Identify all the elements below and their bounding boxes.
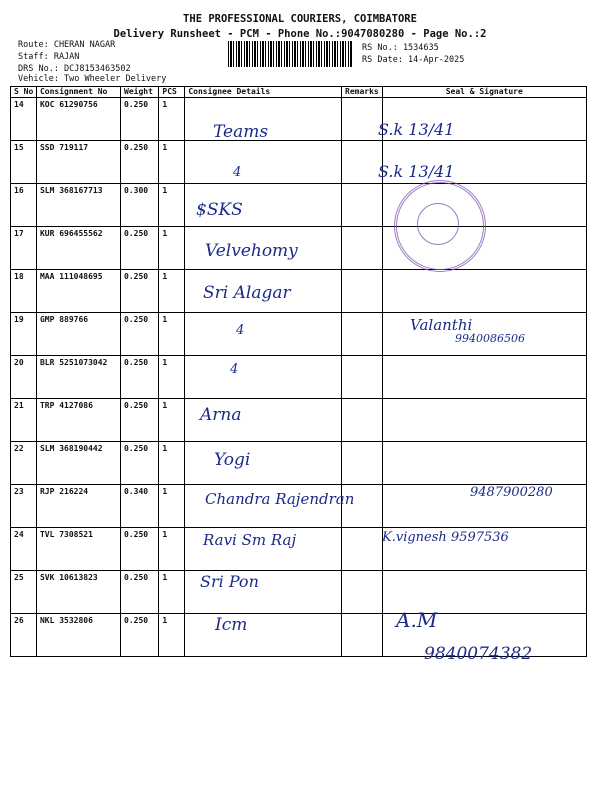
consignee-hand-24: Ravi Sm Raj [203,531,297,549]
row-pcs: 1 [159,485,185,528]
table-row [11,442,587,485]
row-remarks [342,528,382,571]
signature-26: A.M [396,608,438,632]
consignee-hand-23: Chandra Rajendran [205,490,355,508]
consignee-hand-19: 4 [236,323,245,338]
runsheet-subtitle: Delivery Runsheet - PCM - Phone No.:9047080280 - Page No.:2 [113,28,487,40]
table-row [11,399,587,442]
row-remarks [342,141,382,184]
row-weight: 0.250 [121,571,159,614]
row-pcs: 1 [159,313,185,356]
row-sno: 24 [11,528,37,571]
row-weight: 0.250 [121,442,159,485]
col-weight: Weight [121,87,159,98]
consignee-hand-25: Sri Pon [200,572,259,591]
row-remarks [342,313,382,356]
row-pcs: 1 [159,141,185,184]
row-pcs: 1 [159,399,185,442]
consignee-hand-15: 4 [233,165,242,180]
row-pcs: 1 [159,356,185,399]
bottom-phone-note: 9840074382 [424,644,533,664]
row-consignment-no: TRP 4127086 [36,399,120,442]
row-weight: 0.250 [121,270,159,313]
row-consignment-no: TVL 7308521 [36,528,120,571]
row-signature [382,270,587,313]
col-sno: S No [11,87,37,98]
signature-19-phone: 9940086506 [455,332,525,345]
row-signature [382,399,587,442]
rs-date: RS Date: 14-Apr-2025 [362,55,465,65]
table-row [11,98,587,141]
row-remarks [342,356,382,399]
row-consignee-details [185,313,342,356]
row-weight: 0.300 [121,184,159,227]
row-sno: 14 [11,98,37,141]
row-consignment-no: MAA 111048695 [36,270,120,313]
row-weight: 0.250 [121,528,159,571]
consignee-hand-20: 4 [230,362,239,377]
row-pcs: 1 [159,442,185,485]
table-row [11,184,587,227]
table-row [11,571,587,614]
col-consignee: Consignee Details [185,87,342,98]
barcode [228,41,352,67]
row-remarks [342,270,382,313]
row-consignee-details [185,442,342,485]
row-consignee-details [185,614,342,657]
route-label: Route: CHERAN NAGAR [18,40,116,50]
row-sno: 26 [11,614,37,657]
table-row [11,270,587,313]
row-consignment-no: KOC 61290756 [36,98,120,141]
row-consignment-no: RJP 216224 [36,485,120,528]
row-consignee-details [185,141,342,184]
consignee-hand-26: Icm [215,615,248,635]
row-weight: 0.250 [121,356,159,399]
row-remarks [342,442,382,485]
row-weight: 0.250 [121,399,159,442]
row-weight: 0.340 [121,485,159,528]
rs-number: RS No.: 1534635 [362,43,439,53]
row-sno: 23 [11,485,37,528]
row-pcs: 1 [159,571,185,614]
col-signature: Seal & Signature [382,87,587,98]
table-row [11,141,587,184]
col-remarks: Remarks [342,87,382,98]
consignee-hand-14: Teams [213,122,269,142]
row-pcs: 1 [159,98,185,141]
row-weight: 0.250 [121,313,159,356]
row-consignee-details [185,356,342,399]
consignee-hand-16: $SKS [196,200,243,220]
table-header-row [11,87,587,98]
signature-19: Valanthi [410,316,473,334]
row-pcs: 1 [159,184,185,227]
vehicle-label: Vehicle: Two Wheeler Delivery [18,74,167,84]
row-sno: 19 [11,313,37,356]
row-remarks [342,399,382,442]
consignee-hand-22: Yogi [214,450,251,470]
row-sno: 18 [11,270,37,313]
row-remarks [342,98,382,141]
signature-14: S.k 13/41 [378,120,455,139]
row-sno: 16 [11,184,37,227]
row-pcs: 1 [159,227,185,270]
table-row [11,356,587,399]
row-consignment-no: BLR 5251073042 [36,356,120,399]
company-title: THE PROFESSIONAL COURIERS, COIMBATORE [183,13,417,25]
staff-label: Staff: RAJAN [18,52,80,62]
row-remarks [342,184,382,227]
row-sno: 17 [11,227,37,270]
row-remarks [342,227,382,270]
consignee-hand-18: Sri Alagar [203,283,291,303]
row-consignment-no: NKL 3532806 [36,614,120,657]
row-sno: 20 [11,356,37,399]
row-consignment-no: SLM 368190442 [36,442,120,485]
row-signature [382,442,587,485]
row-pcs: 1 [159,528,185,571]
runsheet-table [10,86,587,657]
signature-15: S.k 13/41 [378,162,455,181]
row-weight: 0.250 [121,98,159,141]
seal-stamp [394,180,486,272]
row-sno: 25 [11,571,37,614]
row-consignment-no: KUR 696455562 [36,227,120,270]
row-remarks [342,614,382,657]
row-weight: 0.250 [121,614,159,657]
signature-24: K.vignesh 9597536 [382,530,509,545]
col-pcs: PCS [159,87,185,98]
col-consignment: Consignment No [36,87,120,98]
row-consignment-no: SSD 719117 [36,141,120,184]
row-remarks [342,571,382,614]
row-sno: 21 [11,399,37,442]
row-weight: 0.250 [121,141,159,184]
row-sno: 22 [11,442,37,485]
consignee-hand-17: Velvehomy [205,241,298,261]
row-consignment-no: SVK 10613823 [36,571,120,614]
row-weight: 0.250 [121,227,159,270]
row-signature [382,356,587,399]
table-row [11,227,587,270]
row-pcs: 1 [159,270,185,313]
row-consignment-no: SLM 368167713 [36,184,120,227]
drs-number: DRS No.: DCJ8153463502 [18,64,131,74]
signature-23-phone: 9487900280 [470,485,553,500]
row-sno: 15 [11,141,37,184]
consignee-hand-21: Arna [200,405,242,425]
row-pcs: 1 [159,614,185,657]
row-consignment-no: GMP 889766 [36,313,120,356]
